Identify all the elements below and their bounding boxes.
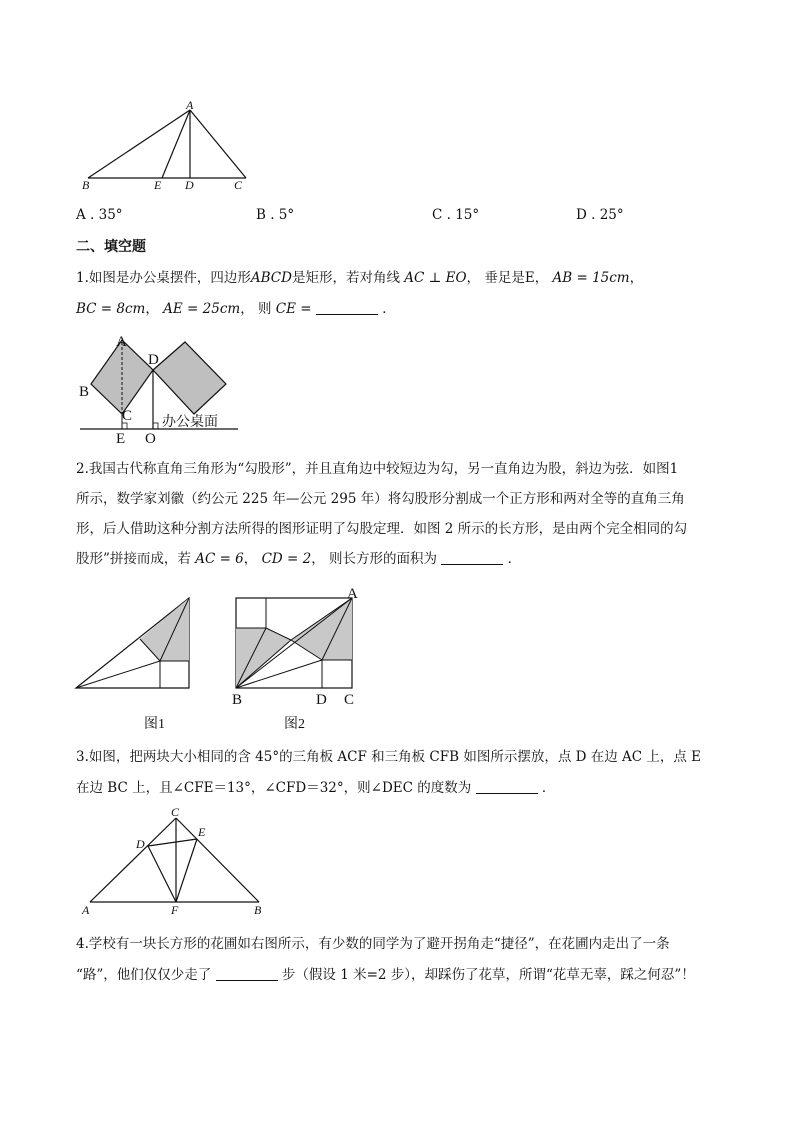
q2-line3: 形，后人借助这种分割方法所得的图形证明了勾股定理．如图 2 所示的长方形，是由两个完全相同的勾 [76, 521, 688, 537]
figure-desk-ornament [76, 334, 246, 446]
q4-answer-blank[interactable] [216, 968, 278, 981]
desk-label-E: E [116, 431, 126, 447]
figure-triangle-abc [70, 98, 270, 194]
desk-surface-label: 办公桌面 [162, 415, 218, 430]
desk-label-O: O [145, 431, 156, 447]
label-C: C [234, 178, 243, 192]
label-A: A [186, 98, 194, 112]
gougu-figure-1 [76, 598, 189, 688]
q2-line2: 所示，数学家刘徽（约公元 225 年—公元 295 年）将勾股形分割成一个正方形和两对全等的直角三角 [76, 491, 685, 507]
fig2-label-C: C [344, 692, 355, 708]
option-c: C . 15° [432, 207, 480, 223]
q3-line2: 在边 BC 上，且∠CFE＝13°，∠CFD＝32°，则∠DEC 的度数为 ． [76, 780, 556, 796]
fig2-label-B: B [232, 692, 243, 708]
gougu-figure-2 [236, 598, 352, 688]
sq-label-E: E [198, 825, 206, 839]
label-B: B [82, 178, 90, 192]
sq-label-D: D [136, 837, 145, 851]
option-a: A . 35° [76, 207, 123, 223]
desk-label-D: D [148, 352, 159, 368]
sq-label-F: F [171, 903, 179, 917]
figure-gougu [76, 588, 366, 732]
desk-label-A: A [116, 334, 127, 350]
q3-answer-blank[interactable] [476, 781, 538, 794]
sq-label-A: A [82, 903, 90, 917]
caption-fig1: 图1 [144, 717, 165, 732]
answer-options [76, 208, 676, 224]
figure-set-squares [76, 806, 276, 918]
q4-line2: “路”，他们仅仅少走了 步（假设 1 米=2 步），却踩伤了花草，所谓“花草无辜，踩之何忍”！ [76, 967, 695, 983]
label-D: D [185, 178, 194, 192]
q1-line2: BC = 8cm， AE = 25cm， 则 CE = ． [76, 301, 396, 317]
q1-line1: 1.如图是办公桌摆件，四边形ABCD是矩形，若对角线 AC ⊥ EO， 垂足是E， AB = 15cm， [76, 270, 644, 286]
q2-line1: 2.我国古代称直角三角形为“勾股形”，并且直角边中较短边为勾，另一直角边为股，斜边为弦．如图1 [76, 461, 679, 477]
option-b: B . 5° [256, 207, 295, 223]
desk-label-C: C [122, 408, 133, 424]
sq-label-B: B [254, 903, 262, 917]
option-d: D . 25° [576, 207, 624, 223]
fig2-label-A: A [347, 586, 358, 602]
fig2-label-D: D [316, 692, 327, 708]
q2-answer-blank[interactable] [441, 552, 503, 565]
q3-line1: 3.如图，把两块大小相同的含 45°的三角板 ACF 和三角板 CFB 如图所示摆放，点 D 在边 AC 上，点 E [76, 749, 702, 765]
q4-line1: 4.学校有一块长方形的花圃如右图所示，有少数的同学为了避开拐角走“捷径”，在花圃内走出了一条 [76, 936, 670, 952]
caption-fig2: 图2 [284, 717, 305, 732]
q1-answer-blank[interactable] [316, 302, 378, 315]
section-title: 二、填空题 [76, 239, 146, 255]
desk-label-B: B [79, 384, 90, 400]
sq-label-C: C [171, 805, 180, 819]
q2-line4: 股形”拼接而成，若 AC = 6， CD = 2， 则长方形的面积为 ． [76, 551, 522, 567]
label-E: E [154, 178, 162, 192]
